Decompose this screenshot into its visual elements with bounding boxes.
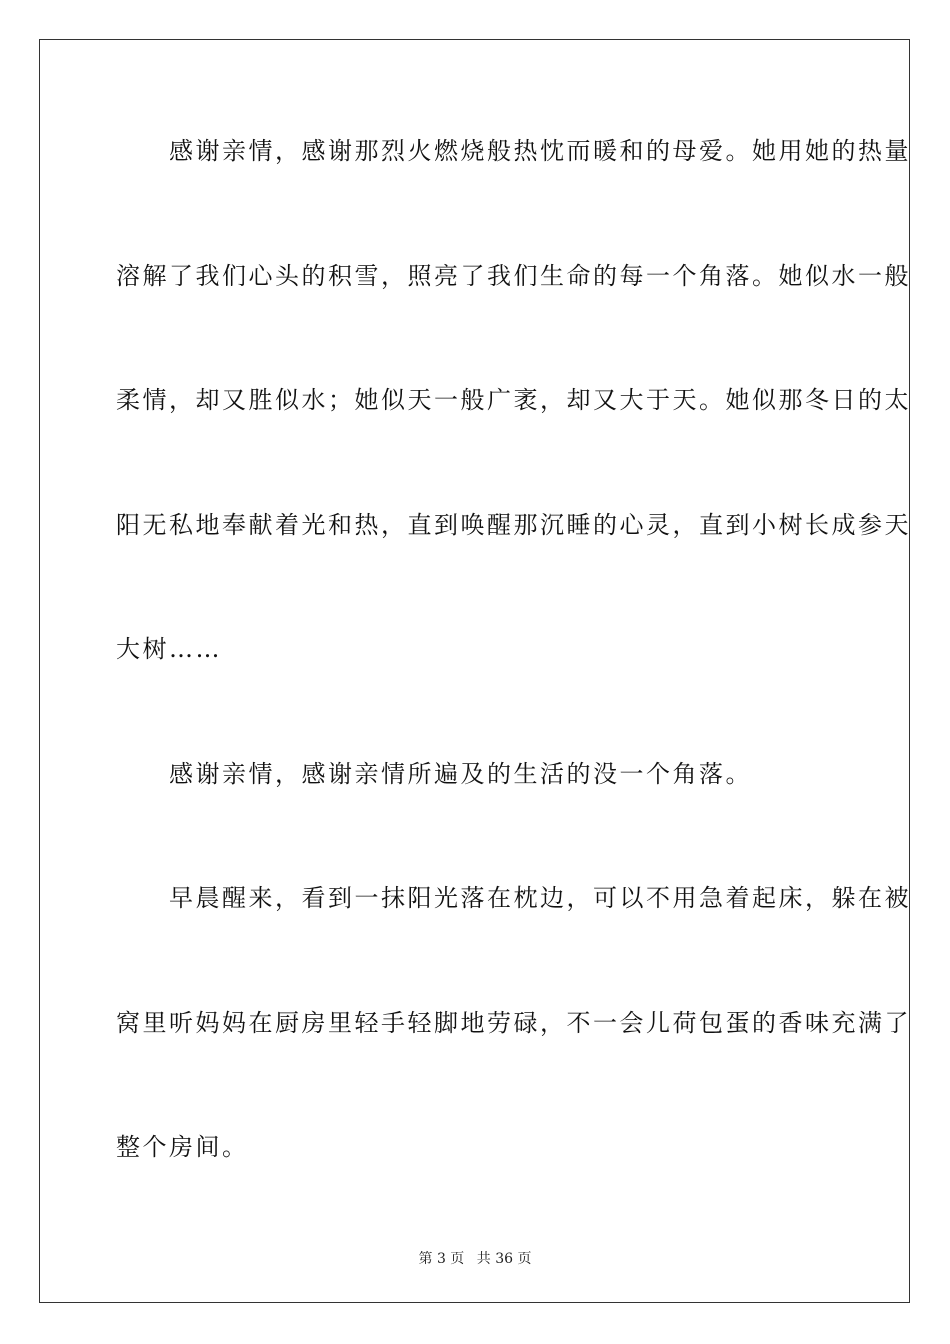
text-line: 柔情，却又胜似水；她似天一般广袤，却又大于天。她似那冬日的太: [116, 386, 911, 414]
text-line: 整个房间。: [116, 1133, 249, 1161]
text-line: 感谢亲情，感谢那烈火燃烧般热忱而暖和的母爱。她用她的热量: [116, 137, 911, 165]
text-line: 阳无私地奉献着光和热，直到唤醒那沉睡的心灵，直到小树长成参天: [116, 511, 911, 539]
page-footer: [0, 1248, 950, 1268]
text-line: 感谢亲情，感谢亲情所遍及的生活的没一个角落。: [116, 760, 752, 788]
text-line: 溶解了我们心头的积雪，照亮了我们生命的每一个角落。她似水一般: [116, 262, 911, 290]
total-pages-label: 共 36 页: [476, 1251, 532, 1267]
page-border: [39, 39, 910, 1303]
current-page-label: 第 3 页: [418, 1251, 465, 1267]
text-line: 窝里听妈妈在厨房里轻手轻脚地劳碌，不一会儿荷包蛋的香味充满了: [116, 1009, 911, 1037]
text-line: 大树……: [116, 635, 222, 663]
text-line: 早晨醒来，看到一抹阳光落在枕边，可以不用急着起床，躲在被: [116, 884, 911, 912]
